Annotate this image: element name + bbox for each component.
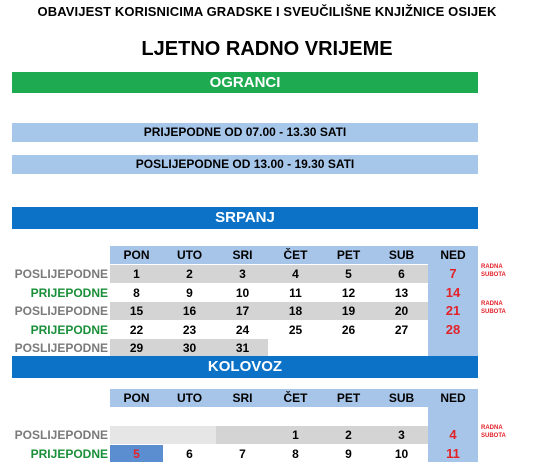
weekday-header: SRI [232, 248, 253, 262]
weekday-header: SUB [388, 248, 415, 262]
calendar-day: 4 [292, 267, 299, 281]
calendar-day: 16 [182, 304, 197, 318]
calendar-day: 3 [398, 428, 405, 442]
calendar-day: 14 [445, 285, 461, 300]
calendar-day: 12 [341, 286, 356, 300]
calendar-day: 10 [235, 286, 250, 300]
working-saturday-note-line1: RADNA [481, 301, 503, 307]
calendar-day: 3 [239, 267, 246, 281]
shift-label: POSLIJEPODNE [14, 304, 108, 318]
afternoon-hours-bar: POSLIJEPODNE OD 13.00 - 19.30 SATI [12, 155, 478, 174]
calendar-day: 9 [345, 447, 352, 461]
weekday-header: NED [440, 391, 466, 405]
shift-label: POSLIJEPODNE [14, 267, 108, 281]
calendar-day: 18 [288, 304, 303, 318]
working-saturday-note-line1: RADNA [481, 264, 503, 270]
shift-label: PRIJEPODNE [30, 286, 108, 300]
calendar-day: 7 [449, 266, 457, 281]
notice-heading: OBAVIJEST KORISNICIMA GRADSKE I SVEUČILIŠNE KNJIŽNICE OSIJEK [37, 4, 497, 19]
calendar-day: 8 [292, 447, 299, 461]
calendar-day: 11 [446, 446, 460, 461]
shift-label: PRIJEPODNE [30, 323, 108, 337]
calendar-day: 8 [133, 286, 140, 300]
page-title: LJETNO RADNO VRIJEME [141, 38, 393, 60]
calendar-day: 25 [288, 323, 303, 337]
weekday-header: SUB [388, 391, 415, 405]
weekday-header: UTO [176, 391, 203, 405]
shift-label: PRIJEPODNE [30, 447, 108, 461]
weekday-header: PET [336, 248, 361, 262]
calendar-day: 11 [289, 286, 302, 300]
calendar-day: 24 [235, 323, 250, 337]
month-bar-august: KOLOVOZ [12, 356, 478, 378]
weekday-header: PON [123, 391, 150, 405]
calendar-day: 13 [394, 286, 409, 300]
calendar-day: 1 [292, 428, 299, 442]
calendar-day: 19 [341, 304, 356, 318]
calendar-day: 7 [239, 447, 246, 461]
weekday-header: ČET [283, 248, 308, 262]
working-saturday-note-line2: SUBOTA [481, 309, 506, 315]
calendar-day: 2 [186, 267, 193, 281]
calendar-day: 5 [133, 447, 140, 461]
calendar-day: 30 [182, 341, 197, 355]
calendar-day: 22 [129, 323, 144, 337]
calendar-day: 1 [133, 267, 140, 281]
working-saturday-note-line2: SUBOTA [481, 433, 506, 439]
weekday-header: NED [440, 248, 466, 262]
calendar-day: 23 [182, 323, 197, 337]
calendar-day: 4 [449, 427, 457, 442]
calendar-day: 28 [445, 322, 461, 337]
gray-row-august-1a [110, 426, 216, 444]
calendar-day: 15 [129, 304, 144, 318]
calendar-day: 31 [235, 341, 250, 355]
calendar-day: 17 [235, 304, 250, 318]
working-saturday-note-line1: RADNA [481, 425, 503, 431]
calendar-day: 6 [398, 267, 405, 281]
calendar-day: 21 [445, 303, 461, 318]
working-saturday-note-line2: SUBOTA [481, 272, 506, 278]
shift-label: POSLIJEPODNE [14, 428, 108, 442]
calendar-day: 2 [345, 428, 352, 442]
calendar-day: 26 [341, 323, 356, 337]
month-bar-july: SRPANJ [12, 207, 478, 229]
calendar-day: 27 [394, 323, 409, 337]
working-saturday-note [481, 300, 521, 316]
morning-hours-bar: PRIJEPODNE OD 07.00 - 13.30 SATI [12, 123, 478, 142]
calendar-day: 29 [129, 341, 144, 355]
calendar-day: 10 [394, 447, 409, 461]
calendar-day: 5 [345, 267, 352, 281]
branches-bar: OGRANCI [12, 72, 478, 93]
calendar-day: 20 [394, 304, 409, 318]
calendar-day: 6 [186, 447, 193, 461]
weekday-header: SRI [232, 391, 253, 405]
weekday-header: PET [336, 391, 361, 405]
working-saturday-note [481, 263, 521, 279]
weekday-header: ČET [283, 391, 308, 405]
weekday-header: UTO [176, 248, 203, 262]
working-saturday-note [481, 424, 521, 440]
weekday-header: PON [123, 248, 150, 262]
calendar-day: 9 [186, 286, 193, 300]
shift-label: POSLIJEPODNE [14, 341, 108, 355]
